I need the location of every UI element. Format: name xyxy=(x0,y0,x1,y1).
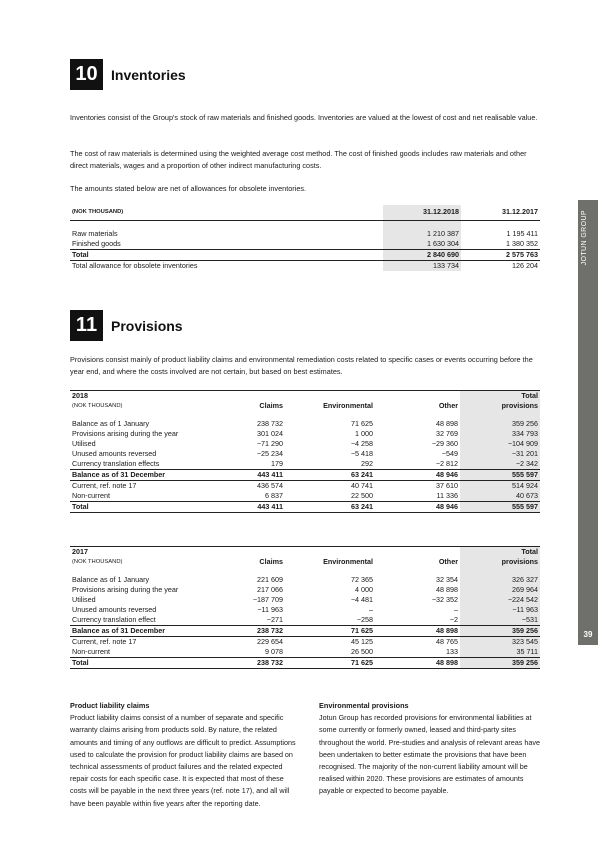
inventories-heading xyxy=(70,59,186,90)
provisions-table-2018 xyxy=(70,390,540,513)
table-row: Finished goods 1 630 304 1 380 352 xyxy=(72,238,538,248)
side-tab xyxy=(578,200,598,645)
table-row: Balance as of 1 January 238 732 71 625 48 898 359 256 xyxy=(72,419,538,428)
inventories-paragraph-3: The amounts stated below are net of allowances for obsolete inventories. xyxy=(70,184,307,193)
rows-body xyxy=(70,419,540,513)
table-row: Balance as of 31 December 238 732 71 625 48 898 359 256 xyxy=(72,626,538,635)
table-row: Provisions arising during the year 301 024 1 000 32 769 334 793 xyxy=(72,429,538,438)
table-row: Non-current 9 078 26 500 133 35 711 xyxy=(72,647,538,656)
table-row: Unused amounts reversed −25 234 −5 418 −549 −31 201 xyxy=(72,449,538,458)
col-2018: 31.12.2018 xyxy=(383,205,461,220)
product-liability-heading: Product liability claims xyxy=(70,701,150,710)
provisions-heading xyxy=(70,310,183,341)
inventories-paragraph-1: Inventories consist of the Group's stock of raw materials and finished goods. Inventories are valued at the lowest of cost and net realisable value. xyxy=(70,113,538,122)
product-liability-block xyxy=(70,700,298,810)
table-year: 2017 xyxy=(70,547,230,558)
section-number-badge: 10 xyxy=(70,59,103,90)
unit-label: (NOK THOUSAND) xyxy=(70,205,383,220)
table-row: Current, ref. note 17 436 574 40 741 37 610 514 924 xyxy=(72,481,538,490)
table-header-row: 2017 Total xyxy=(72,547,538,556)
table-row: Currency translation effects 179 292 −2 812 −2 342 xyxy=(72,459,538,468)
table-row: Total 238 732 71 625 48 898 359 256 xyxy=(72,658,538,667)
environmental-text: Jotun Group has recorded provisions for environmental liabilities at some currently or formerly owned, leased and third-party sites throughout the world. Pre-studies and analysis of relevant areas have been undertaken to better estimate the provisions that have been recognised. The majority of the non-current liability amount will be realised within 2020. These provisions are estimates of amounts payable or expected to become payable. xyxy=(319,713,540,796)
inventories-table xyxy=(70,205,540,271)
provisions-table-2017 xyxy=(70,546,540,669)
environmental-block xyxy=(319,700,547,798)
table-row: Current, ref. note 17 229 654 45 125 48 765 323 545 xyxy=(72,637,538,646)
table-row: Non-current 6 837 22 500 11 336 40 673 xyxy=(72,491,538,500)
inventories-paragraph-2: The cost of raw materials is determined using the weighted average cost method. The cost of finished goods includes raw materials and other direct materials, wages and a proportion of other indirect manufacturing costs. xyxy=(70,149,527,170)
table-year: 2018 xyxy=(70,391,230,402)
table-row: Unused amounts reversed −11 963 – – −11 963 xyxy=(72,605,538,614)
col-2017: 31.12.2017 xyxy=(461,205,540,220)
table-row: Provisions arising during the year 217 066 4 000 48 898 269 964 xyxy=(72,585,538,594)
section-title: Provisions xyxy=(111,317,183,334)
table-row: Utilised −187 709 −4 481 −32 352 −224 542 xyxy=(72,595,538,604)
table-row: Total allowance for obsolete inventories 133 734 126 204 xyxy=(72,260,538,270)
provisions-paragraph: Provisions consist mainly of product liability claims and environmental remediation costs related to specific cases or events occurring before the year end, and where the costs involved are not certain, but based on best estimates. xyxy=(70,355,533,376)
page-number: 39 xyxy=(583,630,593,639)
table-row: Currency translation effect −271 −258 −2 −531 xyxy=(72,615,538,624)
rows-body xyxy=(70,575,540,669)
table-header-row xyxy=(70,205,540,220)
table-row: Utilised −71 290 −4 258 −29 360 −104 909 xyxy=(72,439,538,448)
table-row: Balance as of 31 December 443 411 63 241 48 946 555 597 xyxy=(72,470,538,479)
product-liability-text: Product liability claims consist of a number of separate and specific warranty claims arising from products sold. By nature, the related amounts and timing of any outflows are difficult to predict. Assumptions used to calculate the provision for product liability claims are based on technical assessments of product failures and the related expected repair costs for each specific case. It is expected that most of these costs will be payable in the next three years (ref. note 17), and all will have been payable within five years after the reporting date. xyxy=(70,713,296,808)
table-row-total: Total 2 840 690 2 575 763 xyxy=(72,249,538,259)
environmental-heading: Environmental provisions xyxy=(319,701,409,710)
table-header-row: (NOK THOUSAND) Claims Environmental Other provisions xyxy=(72,557,538,566)
table-header-row: 2018 Total xyxy=(72,391,538,400)
section-number-badge: 11 xyxy=(70,310,103,341)
table-row: Total 443 411 63 241 48 946 555 597 xyxy=(72,502,538,511)
table-row: Balance as of 1 January 221 609 72 365 32 354 326 327 xyxy=(72,575,538,584)
table-header-row: (NOK THOUSAND) Claims Environmental Other provisions xyxy=(72,401,538,410)
table-row: Raw materials 1 210 387 1 195 411 xyxy=(72,228,538,238)
brand-label: JOTUN GROUP xyxy=(581,210,588,266)
section-title: Inventories xyxy=(111,66,186,83)
